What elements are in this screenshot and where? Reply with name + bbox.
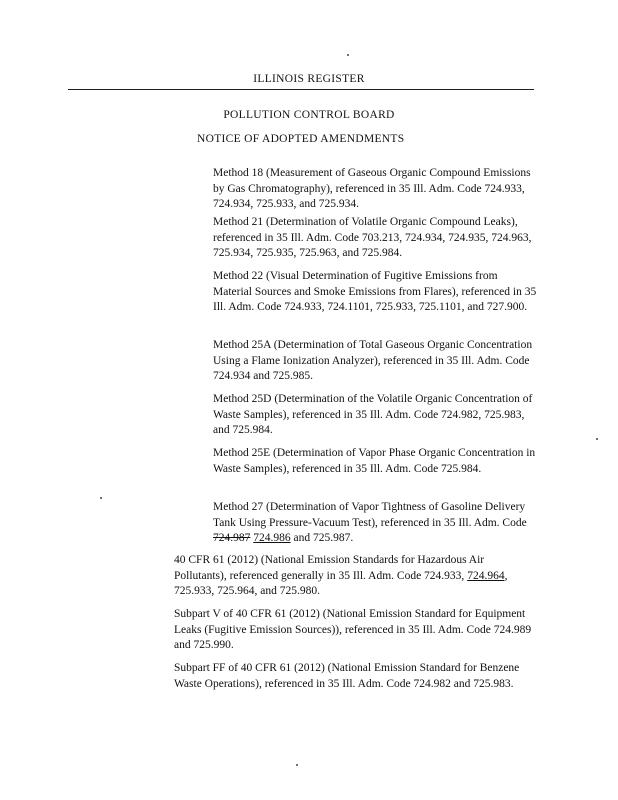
method-21-entry: Method 21 (Determination of Volatile Organic Compound Leaks), referenced in 35 Ill. Adm. Code 703.213, 724.934, 724.935, 724.963, 725.934, 725.935, 725.963, and 725.984. — [213, 216, 532, 259]
cfr61-added-reference: 724.964, — [467, 569, 508, 582]
method-18-entry: Method 18 (Measurement of Gaseous Organic Compound Emissions by Gas Chromatography), referenced in 35 Ill. Adm. Code 724.933, 724.934, 725.933, and 725.934. — [213, 167, 531, 210]
header-rule — [68, 89, 534, 90]
method-27-end: and 725.987. — [290, 532, 354, 544]
deleted-reference: 724.987 — [213, 532, 251, 544]
cfr61-end: 725.933, 725.964, and 725.980. — [174, 585, 320, 597]
method-22-entry: Method 22 (Visual Determination of Fugitive Emissions from Material Sources and Smoke Emissions from Flares), referenced in 35 Ill. Adm. Code 724.933, 724.1101, 725.933, 725.1101, and 727.900. — [213, 270, 537, 313]
method-25d-entry: Method 25D (Determination of the Volatile Organic Concentration of Waste Samples), referenced in 35 Ill. Adm. Code 724.982, 725.983, and 725.984. — [213, 393, 533, 436]
agency-title: POLLUTION CONTROL BOARD — [223, 109, 395, 121]
subpart-v-entry: Subpart V of 40 CFR 61 (2012) (National Emission Standard for Equipment Leaks (Fugitive Emission Sources)), referenced in 35 Ill. Adm. Code 724.989 and 725.990. — [174, 608, 532, 651]
page-header: ILLINOIS REGISTER — [253, 73, 365, 85]
notice-title: NOTICE OF ADOPTED AMENDMENTS — [197, 133, 405, 145]
added-reference: 724.986 — [253, 532, 291, 544]
scan-speck — [296, 764, 298, 766]
scan-speck — [347, 54, 349, 56]
cfr61-entry — [174, 553, 536, 600]
method-25e-entry: Method 25E (Determination of Vapor Phase Organic Concentration in Waste Samples), referenced in 35 Ill. Adm. Code 725.984. — [213, 447, 536, 475]
scan-speck — [596, 438, 598, 440]
method-27-text: Method 27 (Determination of Vapor Tightness of Gasoline Delivery Tank Using Pressure-Vacuum Test), referenced in 35 Ill. Adm. Code — [213, 501, 527, 529]
method-27-entry — [213, 500, 539, 547]
cfr61-text: 40 CFR 61 (2012) (National Emission Standards for Hazardous Air Pollutants), referenced generally in 35 Ill. Adm. Code 724.933, — [174, 554, 485, 582]
subpart-ff-entry: Subpart FF of 40 CFR 61 (2012) (National Emission Standard for Benzene Waste Operations), referenced in 35 Ill. Adm. Code 724.982 and 725.983. — [174, 662, 520, 690]
method-25a-entry: Method 25A (Determination of Total Gaseous Organic Concentration Using a Flame Ionization Analyzer), referenced in 35 Ill. Adm. Code 724.934 and 725.985. — [213, 339, 533, 382]
scan-speck — [100, 497, 102, 499]
